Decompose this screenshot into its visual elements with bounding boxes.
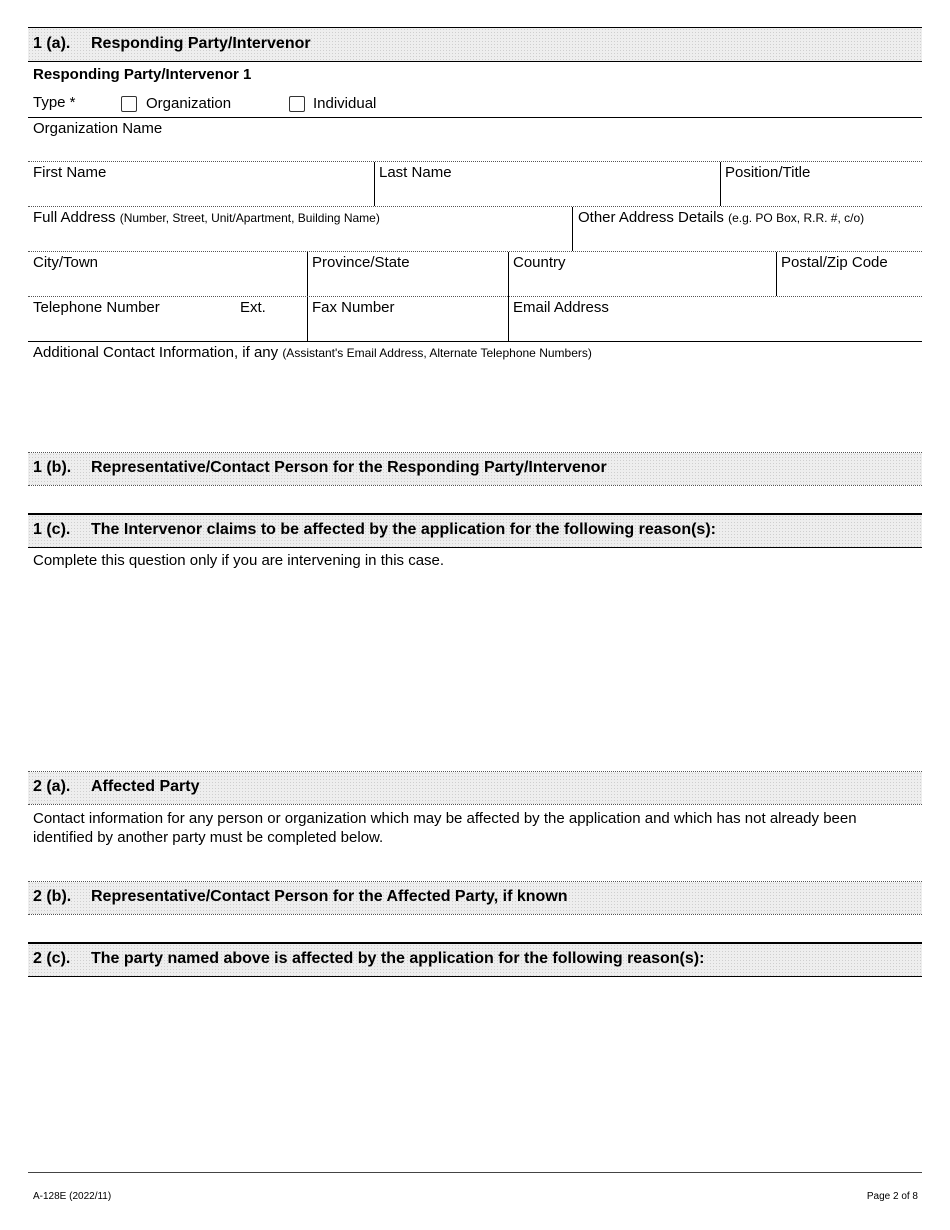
individual-checkbox[interactable] — [289, 96, 305, 112]
city-field[interactable] — [28, 252, 307, 296]
country-label: Country — [513, 254, 566, 271]
section-title: Responding Party/Intervenor — [91, 35, 311, 52]
section-number: 1 (c). — [33, 521, 71, 538]
section-2c-header — [28, 944, 922, 976]
section-number: 2 (b). — [33, 888, 72, 905]
page-number: Page 2 of 8 — [866, 1191, 918, 1202]
section-number: 2 (a). — [33, 778, 71, 795]
rule — [28, 804, 922, 805]
section-1b-header — [28, 453, 922, 485]
province-label: Province/State — [312, 254, 410, 271]
position-title-field[interactable] — [721, 162, 922, 206]
rule — [28, 914, 922, 915]
postal-code-field[interactable] — [777, 252, 922, 296]
party-subheading: Responding Party/Intervenor 1 — [33, 66, 252, 83]
first-name-field[interactable] — [28, 162, 374, 206]
section-2b-header — [28, 882, 922, 914]
intervenor-instruction: Complete this question only if you are intervening in this case. — [33, 552, 445, 569]
rule — [28, 485, 922, 486]
first-name-label: First Name — [33, 164, 107, 181]
fax-label: Fax Number — [312, 299, 395, 316]
section-title: Affected Party — [91, 778, 200, 795]
full-address-field[interactable] — [28, 207, 572, 251]
footer-rule — [28, 1172, 922, 1173]
section-title: The Intervenor claims to be affected by the application for the following reason(s): — [91, 521, 716, 538]
section-1a-header — [28, 28, 922, 61]
organization-checkbox[interactable] — [121, 96, 137, 112]
postal-code-label: Postal/Zip Code — [781, 254, 888, 271]
additional-contact-hint: (Assistant's Email Address, Alternate Telephone Numbers) — [282, 346, 592, 360]
organization-name-label: Organization Name — [33, 120, 163, 137]
fax-field[interactable] — [308, 297, 508, 341]
affected-reasons-field[interactable] — [28, 977, 922, 1167]
organization-option-label: Organization — [146, 95, 232, 112]
section-number: 1 (a). — [33, 35, 71, 52]
city-label: City/Town — [33, 254, 99, 271]
full-address-text: Full Address — [33, 209, 116, 226]
intervenor-reasons-field[interactable] — [28, 548, 922, 770]
additional-contact-label — [33, 344, 592, 361]
last-name-label: Last Name — [379, 164, 452, 181]
individual-option-label: Individual — [313, 95, 377, 112]
affected-party-description-line1: Contact information for any person or organization which may be affected by the application and which has not already been — [33, 810, 857, 827]
telephone-field[interactable] — [28, 297, 307, 341]
section-2a-header — [28, 772, 922, 804]
section-1c-header — [28, 515, 922, 547]
organization-name-field[interactable] — [28, 118, 922, 161]
additional-contact-field[interactable] — [28, 342, 922, 452]
full-address-hint: (Number, Street, Unit/Apartment, Building Name) — [119, 211, 380, 225]
section-number: 1 (b). — [33, 459, 72, 476]
affected-party-description-line2: identified by another party must be completed below. — [33, 829, 384, 846]
section-title: Representative/Contact Person for the Affected Party, if known — [91, 888, 568, 905]
email-label: Email Address — [513, 299, 609, 316]
additional-contact-text: Additional Contact Information, if any — [33, 344, 279, 361]
other-address-hint: (e.g. PO Box, R.R. #, c/o) — [728, 211, 865, 225]
rule — [28, 61, 922, 62]
form-id: A-128E (2022/11) — [33, 1191, 112, 1202]
section-title: Representative/Contact Person for the Responding Party/Intervenor — [91, 459, 607, 476]
telephone-label: Telephone Number — [33, 299, 160, 316]
type-label: Type * — [33, 94, 76, 111]
other-address-label — [578, 209, 864, 226]
section-title: The party named above is affected by the application for the following reason(s): — [91, 950, 705, 967]
position-title-label: Position/Title — [725, 164, 811, 181]
full-address-label — [33, 209, 380, 226]
other-address-text: Other Address Details — [578, 209, 724, 226]
province-field[interactable] — [308, 252, 508, 296]
country-field[interactable] — [509, 252, 776, 296]
last-name-field[interactable] — [375, 162, 720, 206]
ext-label: Ext. — [240, 299, 266, 316]
section-number: 2 (c). — [33, 950, 71, 967]
other-address-field[interactable] — [573, 207, 922, 251]
email-field[interactable] — [509, 297, 922, 341]
